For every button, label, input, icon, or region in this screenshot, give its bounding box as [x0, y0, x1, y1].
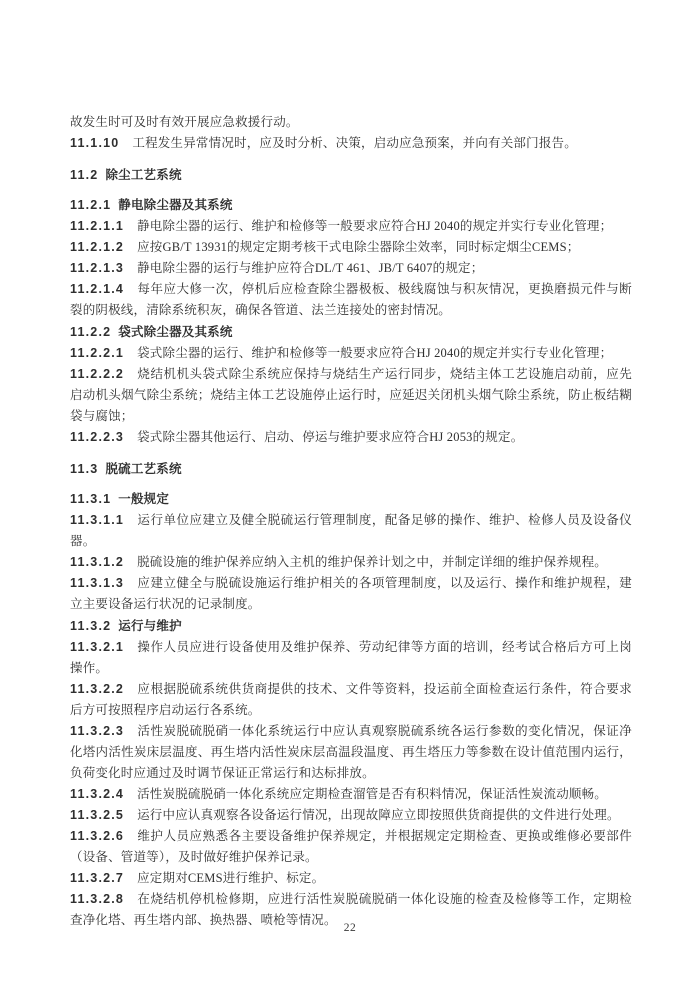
- document-body: [70, 112, 632, 931]
- page-number: 22: [343, 922, 357, 934]
- clause-text: 静电除尘器的运行、维护和检修等一般要求应符合HJ 2040的规定并实行专业化管理；: [137, 219, 613, 233]
- section-heading: [70, 165, 632, 186]
- clause-paragraph: [70, 427, 632, 448]
- subsection-heading: [70, 616, 632, 637]
- clause-text: 脱硫工艺系统: [105, 462, 182, 476]
- clause-text: 运行单位应建立及健全脱硫运行管理制度，配备足够的操作、维护、检修人员及设备仪器。: [70, 513, 632, 548]
- clause-number: 11.2.1: [70, 198, 112, 212]
- continuation-paragraph: [70, 112, 632, 133]
- clause-text: 应定期对CEMS进行维护、标定。: [137, 871, 325, 885]
- clause-number: 11.3.2.4: [70, 787, 125, 801]
- clause-text: 静电除尘器及其系统: [118, 198, 233, 212]
- clause-text: 活性炭脱硫脱硝一体化系统应定期检查溜管是否有积料情况，保证活性炭流动顺畅。: [137, 787, 607, 801]
- clause-text: 静电除尘器的运行与维护应符合DL/T 461、JB/T 6407的规定；: [137, 261, 484, 275]
- clause-number: 11.2.1.3: [70, 261, 125, 275]
- clause-paragraph: [70, 216, 632, 237]
- clause-text: 应根据脱硫系统供货商提供的技术、文件等资料，投运前全面检查运行条件，符合要求后方可按照程序启动运行各系统。: [70, 682, 632, 717]
- clause-number: 11.3.1.1: [70, 513, 125, 527]
- clause-text: 除尘工艺系统: [105, 168, 182, 182]
- clause-text: 袋式除尘器其他运行、启动、停运与维护要求应符合HJ 2053的规定。: [137, 430, 524, 444]
- subsection-heading: [70, 195, 632, 216]
- clause-paragraph: [70, 279, 632, 321]
- clause-text: 工程发生异常情况时，应及时分析、决策，启动应急预案，并向有关部门报告。: [132, 136, 577, 150]
- clause-number: 11.2.2.2: [70, 367, 125, 381]
- clause-number: 11.3.2.5: [70, 808, 125, 822]
- section-heading: [70, 459, 632, 480]
- page-footer: [0, 922, 700, 934]
- clause-number: 11.3.2.6: [70, 829, 125, 843]
- clause-paragraph: [70, 868, 632, 889]
- clause-text: 应建立健全与脱硫设施运行维护相关的各项管理制度，以及运行、操作和维护规程，建立主要设备运行状况的记录制度。: [70, 576, 632, 611]
- clause-number: 11.3.2.3: [70, 724, 125, 738]
- clause-text: 维护人员应熟悉各主要设备维护保养规定，并根据规定定期检查、更换或维修必要部件（设备、管道等），及时做好维护保养记录。: [70, 829, 632, 864]
- clause-paragraph: [70, 679, 632, 721]
- clause-number: 11.2.2: [70, 325, 112, 339]
- clause-number: 11.3.2.2: [70, 682, 125, 696]
- clause-number: 11.3.1: [70, 492, 112, 506]
- clause-paragraph: [70, 258, 632, 279]
- clause-paragraph: [70, 637, 632, 679]
- clause-text: 应按GB/T 13931的规定定期考核干式电除尘器除尘效率，同时标定烟尘CEMS；: [137, 240, 580, 254]
- clause-number: 11.3.2.1: [70, 640, 125, 654]
- clause-number: 11.1.10: [70, 136, 120, 150]
- subsection-heading: [70, 322, 632, 343]
- clause-text: 袋式除尘器及其系统: [118, 325, 233, 339]
- clause-paragraph: [70, 552, 632, 573]
- clause-text: 袋式除尘器的运行、维护和检修等一般要求应符合HJ 2040的规定并实行专业化管理；: [137, 346, 613, 360]
- clause-paragraph: [70, 826, 632, 868]
- clause-text: 在烧结机停机检修期，应进行活性炭脱硫脱硝一体化设施的检查及检修等工作，定期检查净化塔、再生塔内部、换热器、喷枪等情况。: [70, 892, 632, 927]
- clause-paragraph: [70, 784, 632, 805]
- clause-paragraph: [70, 510, 632, 552]
- clause-number: 11.2.2.3: [70, 430, 125, 444]
- clause-number: 11.3.2: [70, 619, 112, 633]
- clause-text: 烧结机机头袋式除尘系统应保持与烧结生产运行同步，烧结主体工艺设施启动前，应先启动机头烟气除尘系统；烧结主体工艺设施停止运行时，应延迟关闭机头烟气除尘系统，防止板结糊袋与腐蚀；: [70, 367, 632, 423]
- clause-number: 11.2: [70, 168, 99, 182]
- clause-number: 11.3: [70, 462, 99, 476]
- subsection-heading: [70, 489, 632, 510]
- clause-paragraph: [70, 364, 632, 427]
- clause-number: 11.2.2.1: [70, 346, 125, 360]
- clause-number: 11.2.1.1: [70, 219, 125, 233]
- clause-number: 11.2.1.4: [70, 282, 125, 296]
- clause-number: 11.2.1.2: [70, 240, 125, 254]
- clause-paragraph: [70, 343, 632, 364]
- clause-paragraph: [70, 573, 632, 615]
- clause-text: 脱硫设施的维护保养应纳入主机的维护保养计划之中，并制定详细的维护保养规程。: [137, 555, 607, 569]
- clause-text: 运行中应认真观察各设备运行情况，出现故障应立即按照供货商提供的文件进行处理。: [137, 808, 620, 822]
- clause-text: 一般规定: [118, 492, 170, 506]
- clause-paragraph: [70, 237, 632, 258]
- clause-text: 活性炭脱硫脱硝一体化系统运行中应认真观察脱硫系统各运行参数的变化情况，保证净化塔内活性炭床层温度、再生塔内活性炭床层高温段温度、再生塔压力等参数在设计值范围内运行，负荷变化时应通过及时调节保证正常运行和达标排放。: [70, 724, 632, 780]
- clause-number: 11.3.1.3: [70, 576, 125, 590]
- clause-paragraph: [70, 721, 632, 784]
- clause-text: 故发生时可及时有效开展应急救援行动。: [70, 115, 299, 129]
- clause-number: 11.3.2.8: [70, 892, 125, 906]
- clause-paragraph: [70, 133, 632, 154]
- clause-text: 运行与维护: [118, 619, 182, 633]
- clause-text: 操作人员应进行设备使用及维护保养、劳动纪律等方面的培训，经考试合格后方可上岗操作。: [70, 640, 632, 675]
- clause-paragraph: [70, 805, 632, 826]
- clause-number: 11.3.2.7: [70, 871, 125, 885]
- clause-text: 每年应大修一次，停机后应检查除尘器极板、极线腐蚀与积灰情况，更换磨损元件与断裂的阴极线，清除系统积灰，确保各管道、法兰连接处的密封情况。: [70, 282, 632, 317]
- clause-number: 11.3.1.2: [70, 555, 125, 569]
